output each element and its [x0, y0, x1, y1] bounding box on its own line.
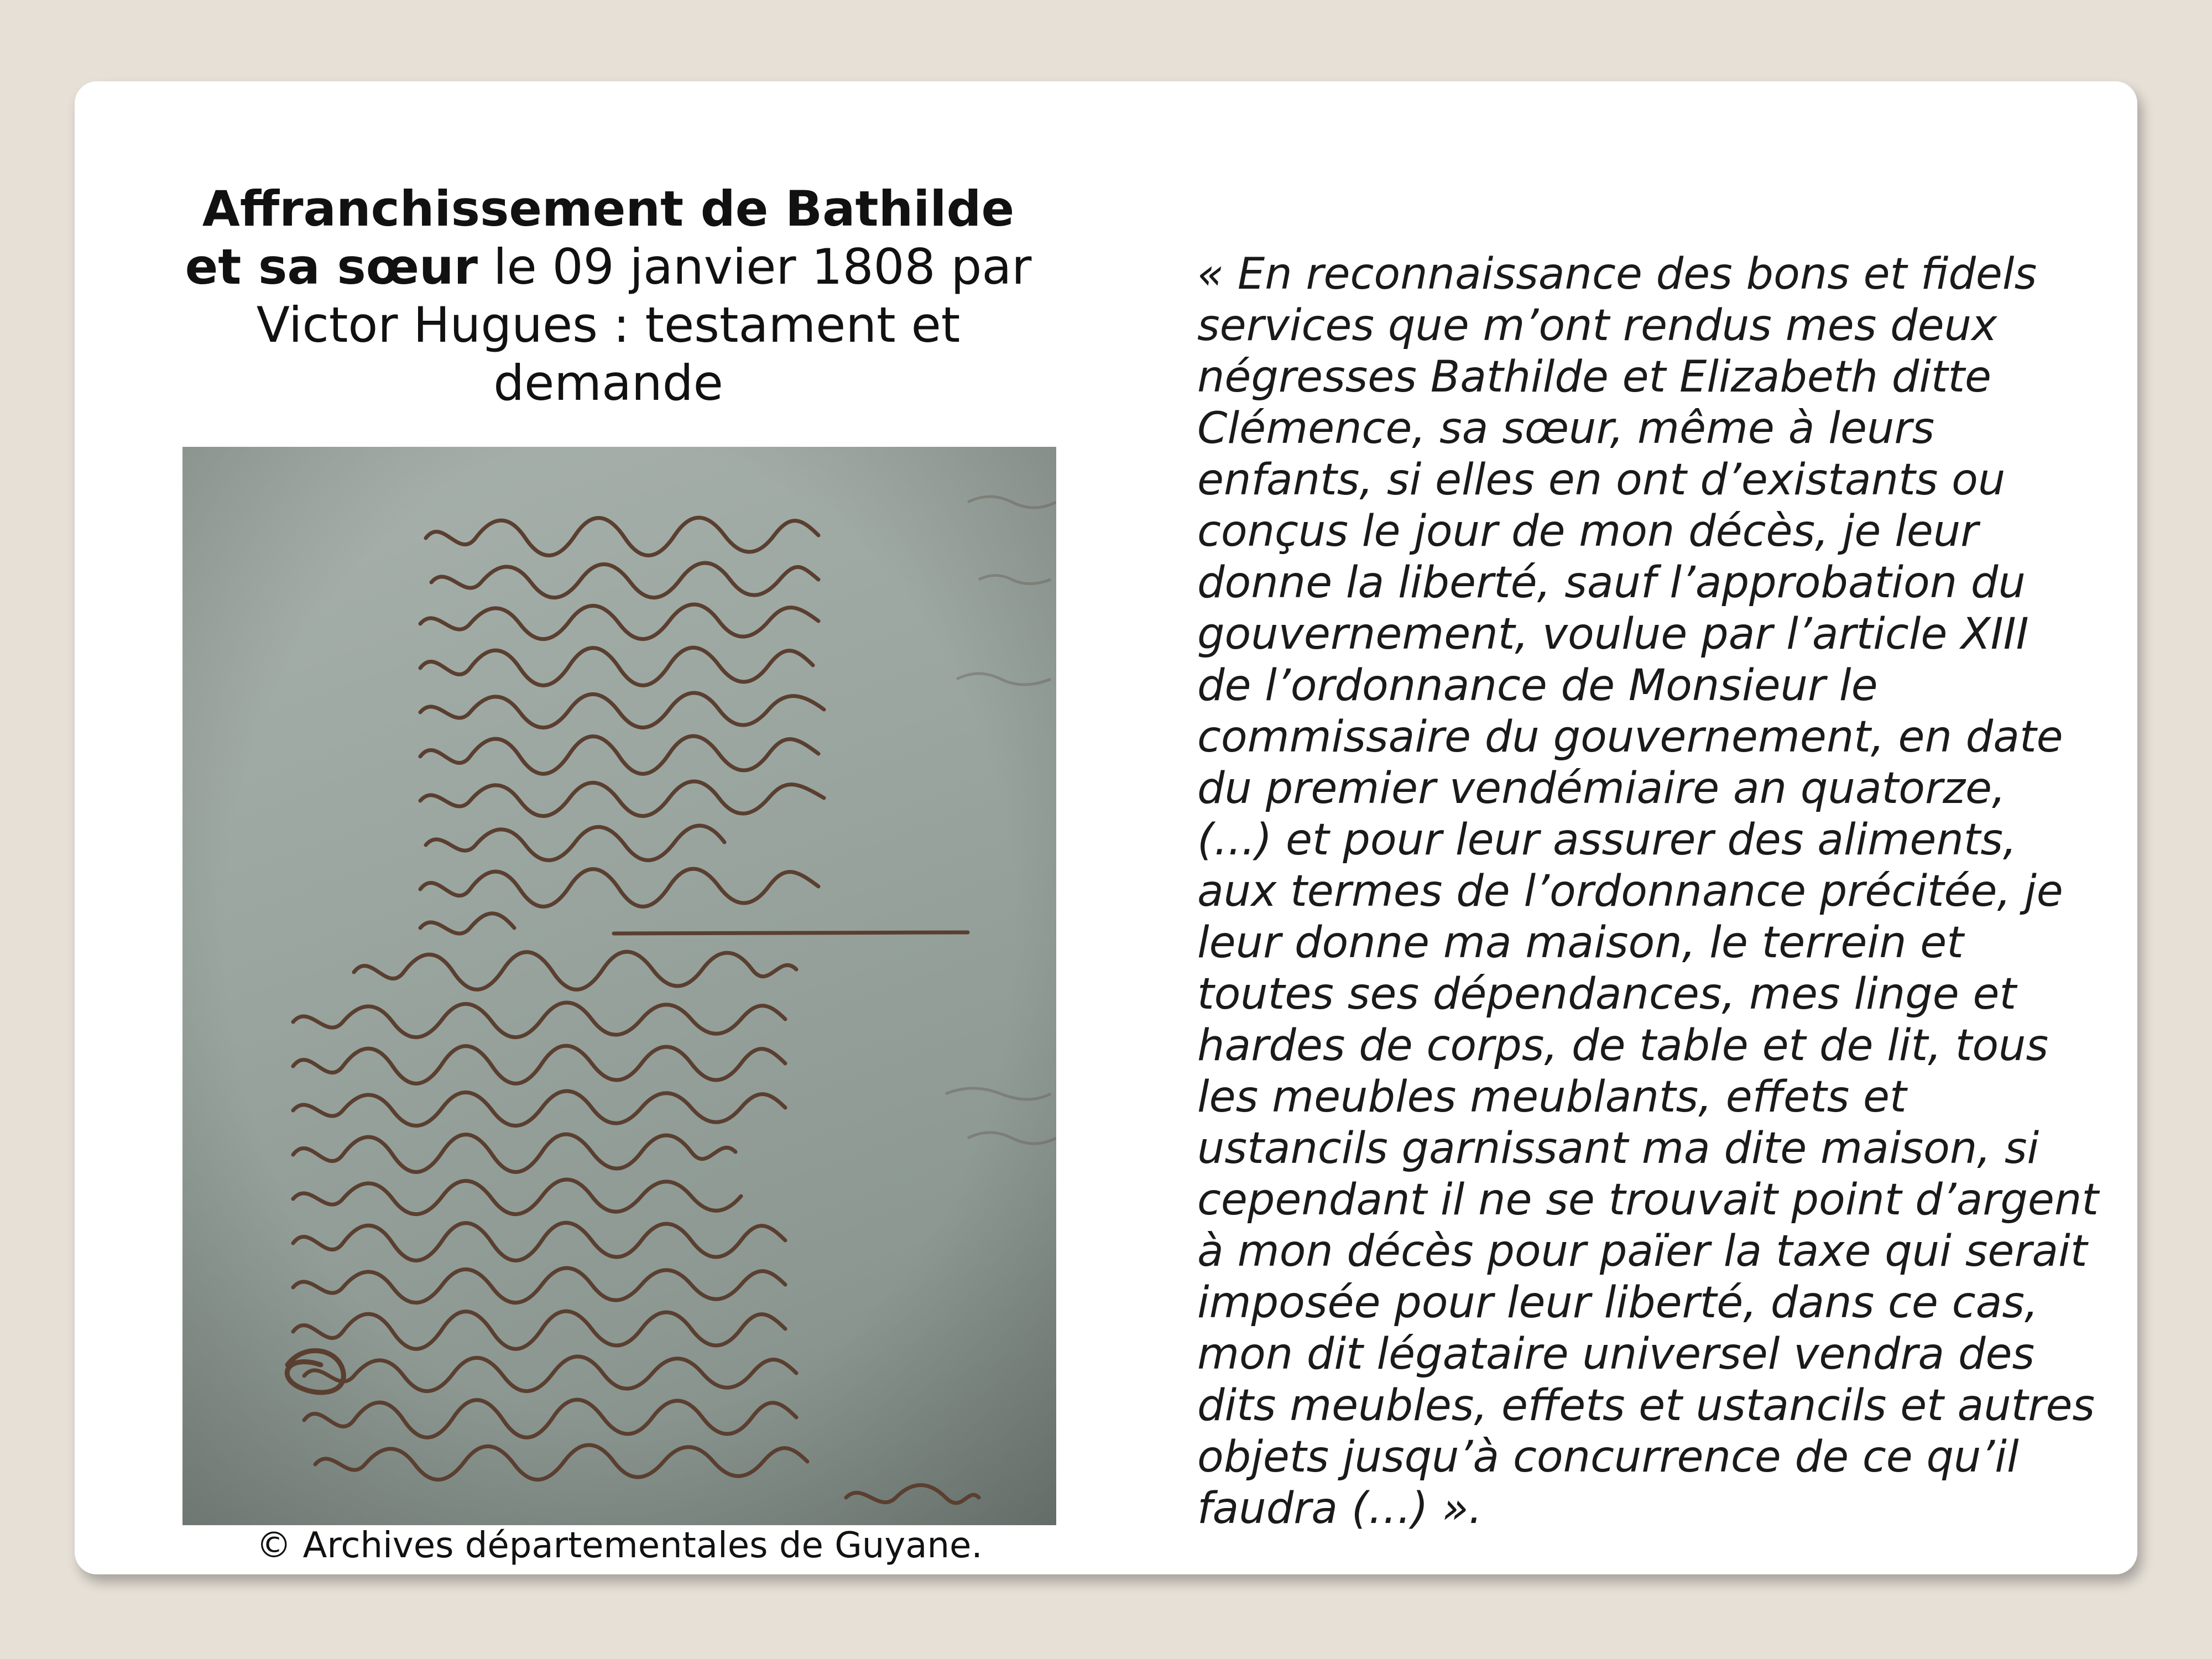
- quote-text: « En reconnaissance des bons et fidels services que m’ont rendus mes deux négresses Bathilde et Elizabeth ditte Clémence, sa sœur, même à leurs enfants, si elles en ont d’existants ou conçus le jour de mon décès, je leur donne la liberté, sauf l’approbation du gouvernement, voulue par l’article XIII de l’ordonnance de Monsieur le commissaire du gouvernement, en date du premier vendémiaire an quatorze, (...) et pour leur assurer des aliments, aux termes de l’ordonnance précitée, je leur donne ma maison, le terrein et toutes ses dépendances, mes linge et hardes de corps, de table et de lit, tous les meubles meublants, effets et ustancils garnissant ma dite maison, si cependant il ne se trouvait point d’argent à mon décès pour païer la taxe qui serait imposée pour leur liberté, dans ce cas, mon dit légataire universel vendra des dits meubles, effets et ustancils et autres objets jusqu’à concurrence de ce qu’il faudra (…) ».: [1197, 249, 2099, 1533]
- title-bold: Affranchissement de Bathilde et sa sœur: [185, 180, 1015, 295]
- manuscript-icon: [182, 447, 1056, 1525]
- title-rest: le 09 janvier 1808 par Victor Hugues : testament et demande: [256, 238, 1032, 411]
- manuscript-image: [182, 447, 1056, 1525]
- slide-title: [182, 180, 1034, 412]
- image-caption: © Archives départementales de Guyane.: [256, 1525, 983, 1566]
